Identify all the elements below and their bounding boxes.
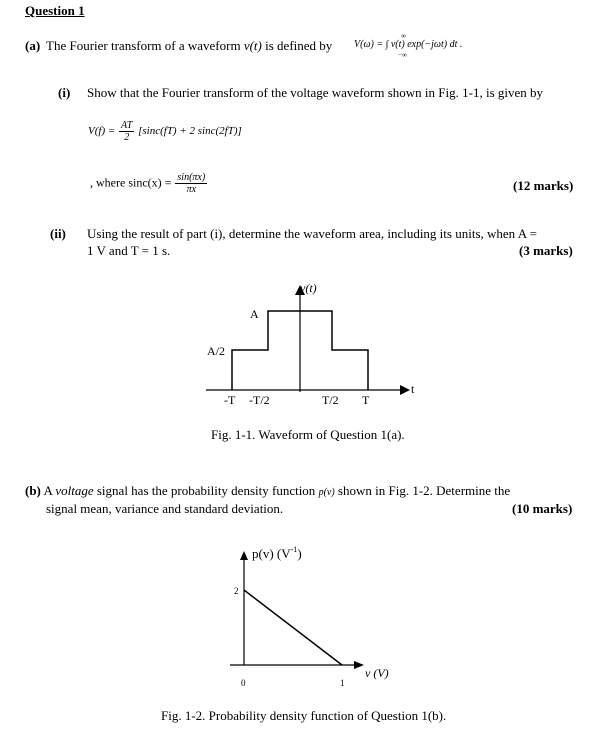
part-ii-line1: Using the result of part (i), determine the waveform area, including its units, when A = <box>87 226 537 241</box>
fig2-y-label-end: ) <box>297 546 302 561</box>
part-i-label: (i) <box>58 85 71 100</box>
fig1-x-label: t <box>411 382 415 396</box>
fig1-level-half-a: A/2 <box>207 344 225 358</box>
formula-lhs: V(f) = <box>88 125 116 138</box>
part-b-pv: p(v) <box>318 487 335 498</box>
part-i-marks: (12 marks) <box>513 178 574 193</box>
part-b-label: (b) <box>25 483 41 498</box>
integral-upper-limit: ∞ <box>401 32 406 40</box>
formula-fraction-numerator: AT <box>121 120 133 131</box>
part-a-vt: v(t) <box>243 38 262 53</box>
fig1-level-a: A <box>250 307 259 321</box>
part-i-text: Show that the Fourier transform of the voltage waveform shown in Fig. 1-1, is given by <box>87 85 544 100</box>
part-b-marks: (10 marks) <box>512 501 573 516</box>
part-ii-line2: 1 V and T = 1 s. <box>87 243 171 258</box>
fig2-y-label-sup: -1 <box>290 545 298 554</box>
fig2-y-tick-2: 2 <box>234 586 239 596</box>
sinc-denominator: πx <box>186 184 197 195</box>
part-b-text-b: signal has the probability density function <box>96 483 316 498</box>
part-b-text-c: shown in Fig. 1-2. Determine the <box>337 483 511 498</box>
fig1-tick-half-t: T/2 <box>322 393 339 407</box>
sinc-numerator: sin(πx) <box>177 172 206 183</box>
formula-rhs: [sinc(fT) + 2 sinc(2fT)] <box>138 125 242 138</box>
fig2-pdf-line <box>244 590 342 665</box>
part-ii-label: (ii) <box>50 226 66 241</box>
question-title: Question 1 <box>25 3 85 18</box>
fig2-x-tick-0: 0 <box>241 678 246 688</box>
fig1-tick-neg-half-t: -T/2 <box>249 393 270 407</box>
fig2-y-label-main: p(v) (V <box>252 546 291 561</box>
part-a-intro2: is defined by <box>265 38 333 53</box>
fig1-tick-neg-t: -T <box>224 393 236 407</box>
part-b-text-a: A <box>43 483 53 498</box>
part-a-intro: The Fourier transform of a waveform <box>46 38 241 53</box>
part-a-label: (a) <box>25 38 41 53</box>
fig2-caption: Fig. 1-2. Probability density function of Question 1(b). <box>161 708 447 723</box>
part-b-line2: signal mean, variance and standard deviation. <box>46 501 284 516</box>
fig2-x-tick-1: 1 <box>340 678 345 688</box>
fig2-x-arrow <box>354 661 364 669</box>
where-text: , where sinc(x) = <box>90 175 172 190</box>
fig2-y-label <box>252 545 302 561</box>
fig1-tick-t: T <box>362 393 370 407</box>
fig1-caption: Fig. 1-1. Waveform of Question 1(a). <box>211 427 405 442</box>
integral-lower-limit: −∞ <box>398 51 407 59</box>
part-b-voltage: voltage <box>55 483 94 498</box>
fig2-y-arrow <box>240 551 248 560</box>
fourier-definition-formula: V(ω) = ∫ v(t) exp(−jωt) dt . <box>354 39 463 50</box>
fig1-y-label: v(t) <box>300 281 317 295</box>
part-ii-marks: (3 marks) <box>519 243 573 258</box>
fig2-x-label: v (V) <box>365 666 389 680</box>
formula-fraction-denominator: 2 <box>124 132 130 143</box>
